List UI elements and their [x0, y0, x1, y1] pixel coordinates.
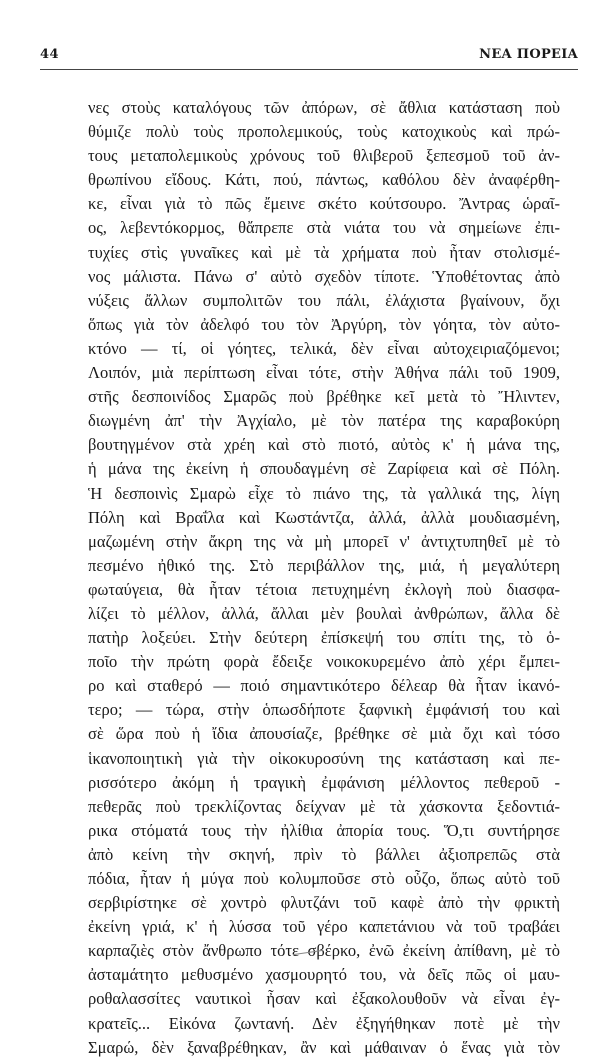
text-line: τερο; — τώρα, στὴν ὁπωσδήποτε ξαφνικὴ ἐμφάνισή του καὶ	[88, 700, 560, 720]
text-line: βουτηγμένον στὰ χρέη καὶ στὸ πιοτό, αὐτὸς κ' ἡ μάνα της,	[88, 435, 560, 455]
text-line: ρο καὶ σταθερό — ποιό σημαντικότερο δέλεαρ θὰ ἦταν ἱκανό-	[88, 676, 560, 696]
header-rule	[40, 69, 578, 70]
journal-title: ΝΕΑ ΠΟΡΕΙΑ	[479, 47, 578, 62]
text-line: πεσμένο ἠθικό της. Στὸ περιβάλλον της, μιά, ἡ μεγαλύτερη	[88, 555, 560, 575]
body-text	[88, 96, 560, 1060]
text-line: Σμαρώ, δὲν ξαναβρέθηκαν, ἂν καὶ μάθαιναν ὁ ἕνας γιὰ τὸν	[88, 1037, 560, 1057]
text-line: φωταύγεια, θὰ ἦταν τέτοια πετυχημένη ἐκλογὴ ποὺ διασφα-	[88, 579, 560, 599]
text-line: τυχίες στὶς γυναῖκες καὶ μὲ τὰ χρήματα ποὺ ἦταν στολισμέ-	[88, 242, 560, 262]
text-line: κτόνο — τί, οἱ γόητες, τελικά, δὲν εἶναι αὐτοχειριαζόμενοι;	[88, 338, 560, 358]
text-line: νύξεις ἄλλων συμπολιτῶν του πάλι, ἐλάχιστα βγαίνουν, ὄχι	[88, 290, 560, 310]
text-line: ἡ μάνα της ἐκείνη ἡ σπουδαγμένη σὲ Ζαρίφεια καὶ σὲ Πόλη.	[88, 459, 560, 479]
text-line: ροθαλασσίτες ναυτικοὶ ἦσαν καὶ ἐξακολουθοῦν νὰ εἶναι ἐγ-	[88, 989, 560, 1009]
text-line: διωγμένη ἀπ' τὴν Ἀγχίαλο, μὲ τὸν πατέρα της καραβοκύρη	[88, 411, 560, 431]
text-line: νες στοὺς καταλόγους τῶν ἀπόρων, σὲ ἄθλια κατάσταση ποὺ	[88, 98, 560, 117]
text-line: μαζωμένη στὴν ἄκρη της νὰ μὴ μπορεῖ ν' ἀντιχτυπηθεῖ μὲ τὸ	[88, 531, 560, 551]
text-line: κε, εἶναι γιὰ τὸ πῶς ἔμεινε σκέτο κούτσουρο. Ἄντρας ὡραῖ-	[88, 194, 560, 214]
text-line: ἱκανοποιητικὴ γιὰ τὴν οἰκοκυροσύνη της κατάσταση καὶ πε-	[88, 748, 560, 768]
text-line: λίζει τὸ μέλλον, ἀλλά, ἄλλαι μὲν βουλαὶ ἀνθρώπων, ἄλλα δὲ	[88, 603, 560, 623]
page-number: 44	[40, 47, 60, 62]
text-line: ἀσταμάτητο μεθυσμένο χασμουρητό του, νὰ δεῖς πῶς οἱ μαυ-	[88, 965, 560, 985]
text-line: θρωπίνου εἴδους. Κάτι, πού, πάντως, καθόλου δὲν ἀναφέρθη-	[88, 170, 560, 190]
text-line: καρπαζιὲς στὸν ἄνθρωπο τότε σβέρκο, ἐνῶ ἐκείνη ἀπίθανη, μὲ τὸ	[88, 941, 560, 961]
text-line: σερβιρίστηκε σὲ χοντρὸ φλυτζάνι τοῦ καφὲ ἀπὸ τὴν φρικτὴ	[88, 893, 560, 913]
text-line: Ἡ δεσποινὶς Σμαρὼ εἶχε τὸ πιάνο της, τὰ γαλλικά της, λίγη	[88, 483, 560, 503]
text-line: κρατεῖς... Εἰκόνα ζωντανή. Δὲν ἐξηγήθηκαν ποτὲ μὲ τὴν	[88, 1013, 560, 1033]
text-line: ἐκείνη γριά, κ' ἡ λύσσα τοῦ γέρο καπετάνιου νὰ τοῦ τραβάει	[88, 917, 560, 937]
text-line: σὲ ὥρα ποὺ ἡ ἴδια ἀπουσίαζε, βρέθηκε σὲ μιὰ ὄχι καὶ τόσο	[88, 724, 560, 744]
text-line: τους μεταπολεμικοὺς χρόνους τοῦ θλιβεροῦ ξεπεσμοῦ τοῦ ἀν-	[88, 146, 560, 166]
text-line: ποῖο τὴν πρώτη φορὰ ἔδειξε νοικοκυρεμένο ἀπὸ χέρι ἔμπει-	[88, 652, 560, 672]
text-line: στῆς δεσποινίδος Σμαρῶς ποὺ βρέθηκε κεῖ μετὰ τὸ Ἤλιντεν,	[88, 387, 560, 407]
text-line: πόδια, ἦταν ἡ μύγα ποὺ κολυμποῦσε στὸ οὖζο, ὅπως αὐτὸ τοῦ	[88, 869, 560, 888]
running-head	[40, 47, 578, 69]
text-line: ρισσότερο ἀκόμη ἡ τραγικὴ ἐμφάνιση μέλλοντος πεθεροῦ -	[88, 772, 560, 792]
text-line: Πόλη καὶ Βραΐλα καὶ Κωστάντζα, ἀλλά, ἀλλὰ μουδιασμένη,	[88, 507, 560, 527]
text-line: ος, λεβεντόκορμος, θἄπρεπε στὰ νιάτα του νὰ σημείωνε ἐπι-	[88, 218, 560, 238]
text-line: πατὴρ λοξεύει. Στὴν δεύτερη ἐπίσκεψή του σπίτι της, τὸ ὁ-	[88, 628, 560, 648]
text-line: ρικα στόματά τους τὴν ἠλίθια ἀπορία τους. Ὅ,τι συντήρησε	[88, 820, 560, 840]
text-line: νος μάλιστα. Πάνω σ' αὐτὸ σχεδὸν τίποτε. Ὑποθέτοντας ἀπὸ	[88, 266, 560, 286]
text-line: ἀπὸ κείνη τὴν σκηνή, πρὶν τὸ βάλλει ἀξιοπρεπῶς στὰ	[88, 844, 560, 864]
text-line: πεθερᾶς ποὺ τρεκλίζοντας δείχναν μὲ τὰ χάσκοντα ξεδοντιά-	[88, 796, 560, 816]
text-line: ὅπως γιὰ τὸν ἀδελφό του τὸν Ἀργύρη, τὸν γόητα, τὸν αὐτο-	[88, 314, 560, 334]
text-line: θύμιζε πολὺ τοὺς προπολεμικούς, τοὺς κατοχικοὺς καὶ πρώ-	[88, 122, 560, 142]
text-line: Λοιπόν, μιὰ περίπτωση εἶναι τότε, στὴν Ἀθήνα πάλι τοῦ 1909,	[88, 363, 560, 383]
